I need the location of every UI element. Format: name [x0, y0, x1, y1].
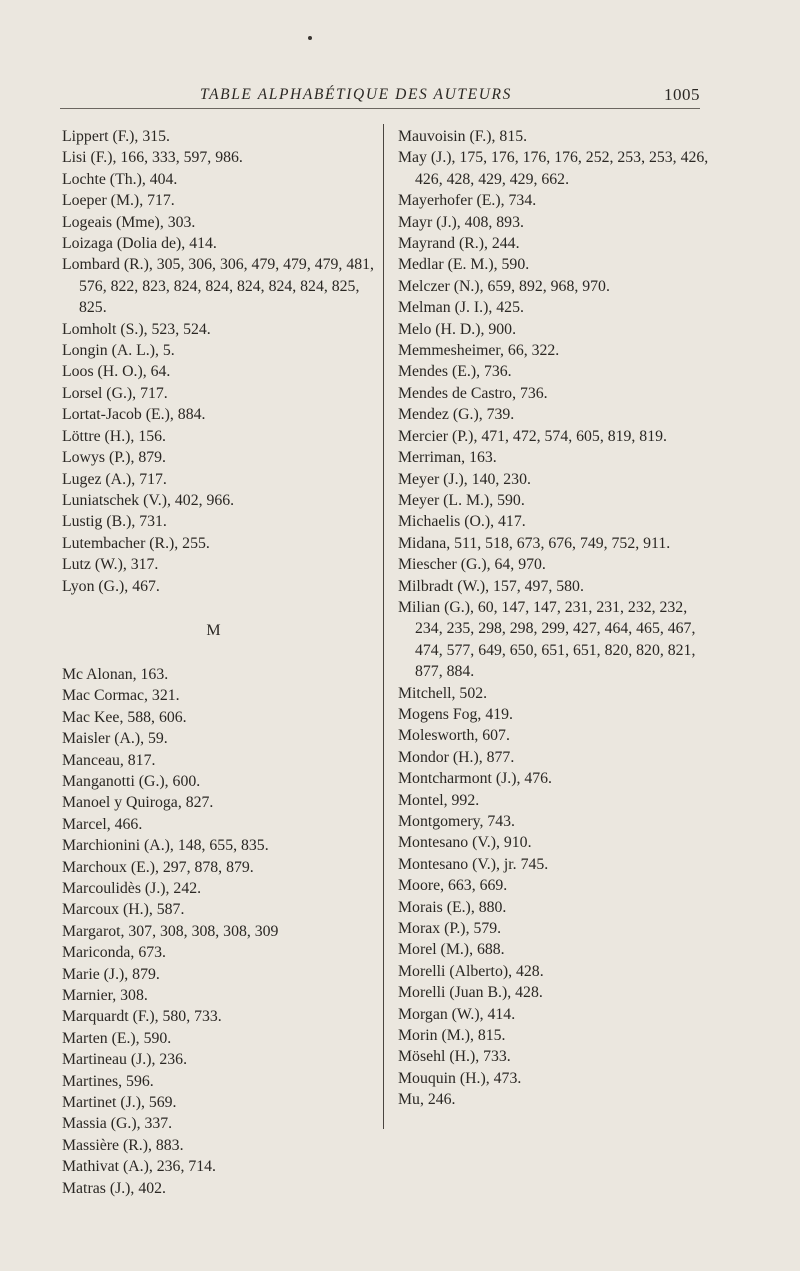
- running-header: [60, 82, 700, 108]
- index-entry: Mariconda, 673.: [62, 944, 166, 962]
- index-entry: Molesworth, 607.: [398, 727, 510, 745]
- index-entry: Mauvoisin (F.), 815.: [398, 128, 528, 145]
- index-entry: Marcoux (H.), 587.: [62, 901, 185, 919]
- column-divider: [383, 124, 384, 1129]
- index-entry: Lombard (R.), 305, 306, 306, 479, 479, 479, 481, 576, 822, 823, 824, 824, 824, 824, 824, 825, 825.: [62, 256, 374, 317]
- index-entry: Meyer (L. M.), 590.: [398, 491, 525, 509]
- index-entry: Mc Alonan, 163.: [62, 665, 169, 683]
- index-entry: Manoel y Quiroga, 827.: [62, 794, 214, 812]
- index-entry: Milbradt (W.), 157, 497, 580.: [398, 577, 584, 595]
- index-entry: Morgan (W.), 414.: [398, 1005, 516, 1023]
- index-entry: Martinet (J.), 569.: [62, 1094, 177, 1112]
- index-entry: Mayerhofer (E.), 734.: [398, 192, 537, 210]
- left-entries-m: [62, 664, 374, 1199]
- index-entry: Morax (P.), 579.: [398, 920, 502, 938]
- index-entry: Manganotti (G.), 600.: [62, 772, 201, 790]
- section-letter-m: M: [206, 621, 222, 639]
- index-entry: Mac Kee, 588, 606.: [62, 708, 187, 726]
- index-entry: Marnier, 308.: [62, 987, 148, 1005]
- index-entry: Lowys (P.), 879.: [62, 449, 166, 467]
- index-entry: Morelli (Juan B.), 428.: [398, 984, 543, 1002]
- index-entry: May (J.), 175, 176, 176, 176, 252, 253, 253, 426, 426, 428, 429, 429, 662.: [398, 149, 709, 188]
- index-entry: Lomholt (S.), 523, 524.: [62, 320, 211, 338]
- index-entry: Milian (G.), 60, 147, 147, 231, 231, 232, 232, 234, 235, 298, 298, 299, 427, 464, 465, 467, 474, 577, 649, 650, 651, 651, 820, 820, 821, 877, 884.: [398, 598, 696, 681]
- index-entry: Mayrand (R.), 244.: [398, 235, 520, 253]
- index-entry: Massia (G.), 337.: [62, 1115, 173, 1133]
- index-entry: Midana, 511, 518, 673, 676, 749, 752, 911.: [398, 534, 671, 552]
- index-entry: Margarot, 307, 308, 308, 308, 309: [62, 922, 279, 940]
- index-entry: Mendes de Castro, 736.: [398, 384, 548, 402]
- index-entry: Martines, 596.: [62, 1072, 154, 1090]
- index-entry: Marchoux (E.), 297, 878, 879.: [62, 858, 254, 876]
- index-entry: Merriman, 163.: [398, 449, 497, 467]
- index-entry: Loos (H. O.), 64.: [62, 363, 171, 381]
- page-number: 1005: [664, 85, 700, 104]
- index-entry: Marquardt (F.), 580, 733.: [62, 1008, 222, 1026]
- index-entry: Montel, 992.: [398, 791, 480, 809]
- left-entries-l: [62, 126, 374, 597]
- index-entry: Mu, 246.: [398, 1091, 456, 1109]
- index-entry: Lorsel (G.), 717.: [62, 384, 168, 402]
- index-entry: Lippert (F.), 315.: [62, 128, 170, 145]
- index-entry: Melczer (N.), 659, 892, 968, 970.: [398, 277, 610, 295]
- index-entry: Montesano (V.), 910.: [398, 834, 532, 852]
- index-entry: Lustig (B.), 731.: [62, 513, 167, 531]
- left-column: [62, 126, 374, 1199]
- index-entry: Martineau (J.), 236.: [62, 1051, 188, 1069]
- index-entry: Loeper (M.), 717.: [62, 192, 175, 210]
- index-entry: Longin (A. L.), 5.: [62, 342, 175, 360]
- index-entry: Montcharmont (J.), 476.: [398, 770, 552, 788]
- index-entry: Moore, 663, 669.: [398, 877, 508, 895]
- index-entry: Morin (M.), 815.: [398, 1027, 506, 1045]
- index-entry: Mac Cormac, 321.: [62, 687, 180, 705]
- index-entry: Lortat-Jacob (E.), 884.: [62, 406, 206, 424]
- index-entry: Mathivat (A.), 236, 714.: [62, 1158, 216, 1176]
- index-entry: Miescher (G.), 64, 970.: [398, 556, 546, 574]
- index-entry: Logeais (Mme), 303.: [62, 213, 196, 231]
- index-entry: Lisi (F.), 166, 333, 597, 986.: [62, 149, 243, 167]
- index-entry: Marcel, 466.: [62, 815, 143, 833]
- index-entry: Michaelis (O.), 417.: [398, 513, 526, 531]
- index-entry: Medlar (E. M.), 590.: [398, 256, 530, 274]
- index-entry: Lutz (W.), 317.: [62, 556, 159, 574]
- index-entry: Lugez (A.), 717.: [62, 470, 167, 488]
- index-entry: Morais (E.), 880.: [398, 898, 507, 916]
- index-entry: Mendez (G.), 739.: [398, 406, 515, 424]
- index-entry: Marie (J.), 879.: [62, 965, 160, 983]
- right-column: [398, 126, 718, 1111]
- index-entry: Massière (R.), 883.: [62, 1136, 184, 1154]
- index-entry: Melo (H. D.), 900.: [398, 320, 517, 338]
- index-entry: Morelli (Alberto), 428.: [398, 962, 544, 980]
- index-entry: Mitchell, 502.: [398, 684, 488, 702]
- index-entry: Lutembacher (R.), 255.: [62, 534, 210, 552]
- header-rule: [60, 108, 700, 109]
- index-entry: Loizaga (Dolia de), 414.: [62, 235, 217, 253]
- index-entry: Montgomery, 743.: [398, 813, 516, 830]
- index-entry: Löttre (H.), 156.: [62, 427, 166, 445]
- index-entry: Mouquin (H.), 473.: [398, 1069, 522, 1087]
- index-entry: Luniatschek (V.), 402, 966.: [62, 491, 235, 509]
- index-entry: Marcoulidès (J.), 242.: [62, 880, 202, 897]
- index-entry: Morel (M.), 688.: [398, 941, 505, 959]
- index-entry: Mondor (H.), 877.: [398, 748, 515, 766]
- index-entry: Mendes (E.), 736.: [398, 363, 512, 381]
- right-entries: [398, 126, 718, 1111]
- printer-mark: [308, 36, 312, 40]
- index-entry: Melman (J. I.), 425.: [398, 299, 524, 317]
- index-entry: Mercier (P.), 471, 472, 574, 605, 819, 819.: [398, 427, 667, 445]
- index-entry: Lyon (G.), 467.: [62, 577, 160, 595]
- index-entry: Manceau, 817.: [62, 751, 156, 769]
- index-entry: Lochte (Th.), 404.: [62, 170, 178, 188]
- index-entry: Meyer (J.), 140, 230.: [398, 470, 531, 488]
- index-entry: Maisler (A.), 59.: [62, 730, 168, 748]
- header-title: TABLE ALPHABÉTIQUE DES AUTEURS: [200, 86, 512, 103]
- index-entry: Mayr (J.), 408, 893.: [398, 213, 524, 231]
- index-entry: Mogens Fog, 419.: [398, 705, 513, 723]
- index-entry: Marten (E.), 590.: [62, 1029, 172, 1047]
- index-entry: Marchionini (A.), 148, 655, 835.: [62, 837, 269, 855]
- index-entry: Memmesheimer, 66, 322.: [398, 342, 560, 360]
- index-entry: Montesano (V.), jr. 745.: [398, 855, 549, 873]
- index-entry: Mösehl (H.), 733.: [398, 1048, 511, 1066]
- index-entry: Matras (J.), 402.: [62, 1179, 166, 1197]
